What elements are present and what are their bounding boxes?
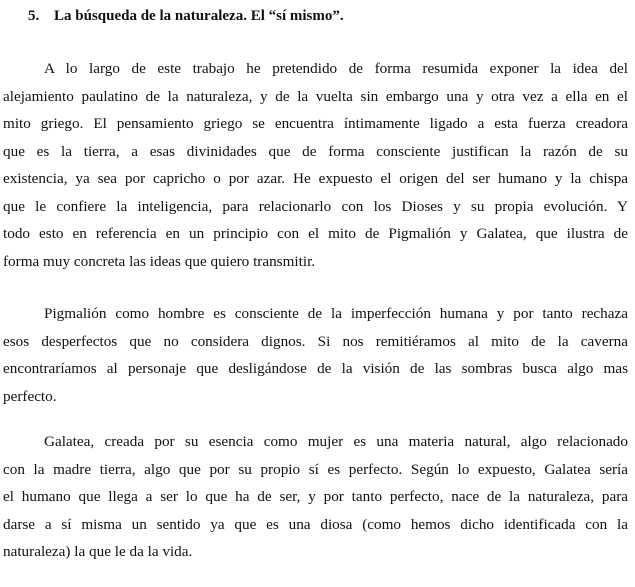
- paragraph-line: esos desperfectos que no considera dignos. Si nos remitiéramos al mito de la caverna: [3, 332, 628, 350]
- paragraph-line: existencia, ya sea por capricho o por azar. He expuesto el origen del ser humano y la chispa: [3, 170, 628, 187]
- paragraph-line: darse a sí misma un sentido ya que es una diosa (como hemos dicho identificada con la: [3, 515, 628, 533]
- paragraph-line: encontraríamos al personaje que desligándose de la visión de las sombras busca algo mas: [3, 360, 628, 377]
- paragraph-line: Galatea, creada por su esencia como mujer es una materia natural, algo relacionado: [44, 433, 628, 450]
- paragraph-line: mito griego. El pensamiento griego se encuentra íntimamente ligado a esta fuerza creadora: [3, 115, 628, 132]
- paragraph-line: Pigmalión como hombre es consciente de la imperfección humana y por tanto rechaza: [44, 305, 628, 322]
- paragraph-2: [3, 300, 628, 410]
- section-title: La búsqueda de la naturaleza. El “sí mismo”.: [54, 8, 344, 24]
- paragraph-line: A lo largo de este trabajo he pretendido de forma resumida exponer la idea del: [44, 60, 628, 77]
- paragraph-line: el humano que llega a ser lo que ha de ser, y por tanto perfecto, nace de la naturaleza, para: [3, 488, 628, 505]
- paragraph-line: alejamiento paulatino de la naturaleza, y de la vuelta sin embargo una y otra vez a ella en el: [3, 87, 628, 105]
- section-heading: [28, 8, 344, 25]
- paragraph-line: perfecto.: [3, 387, 57, 405]
- paragraph-line: todo esto en referencia en un principio con el mito de Pigmalión y Galatea, que ilustra de: [3, 225, 628, 242]
- paragraph-3: [3, 428, 628, 566]
- paragraph-line: naturaleza) la que le da la vida.: [3, 543, 193, 560]
- section-number: 5.: [28, 8, 40, 24]
- paragraph-line: forma muy concreta las ideas que quiero transmitir.: [3, 252, 316, 270]
- paragraph-line: que es la tierra, a esas divinidades que de forma consciente justifican la razón de su: [3, 142, 628, 160]
- paragraph-1: [3, 55, 628, 275]
- paragraph-line: con la madre tierra, algo que por su propio sí es perfecto. Según lo expuesto, Galatea sería: [3, 460, 628, 478]
- paragraph-line: que le confiere la inteligencia, para relacionarlo con los Dioses y su propia evolución. Y: [3, 197, 628, 215]
